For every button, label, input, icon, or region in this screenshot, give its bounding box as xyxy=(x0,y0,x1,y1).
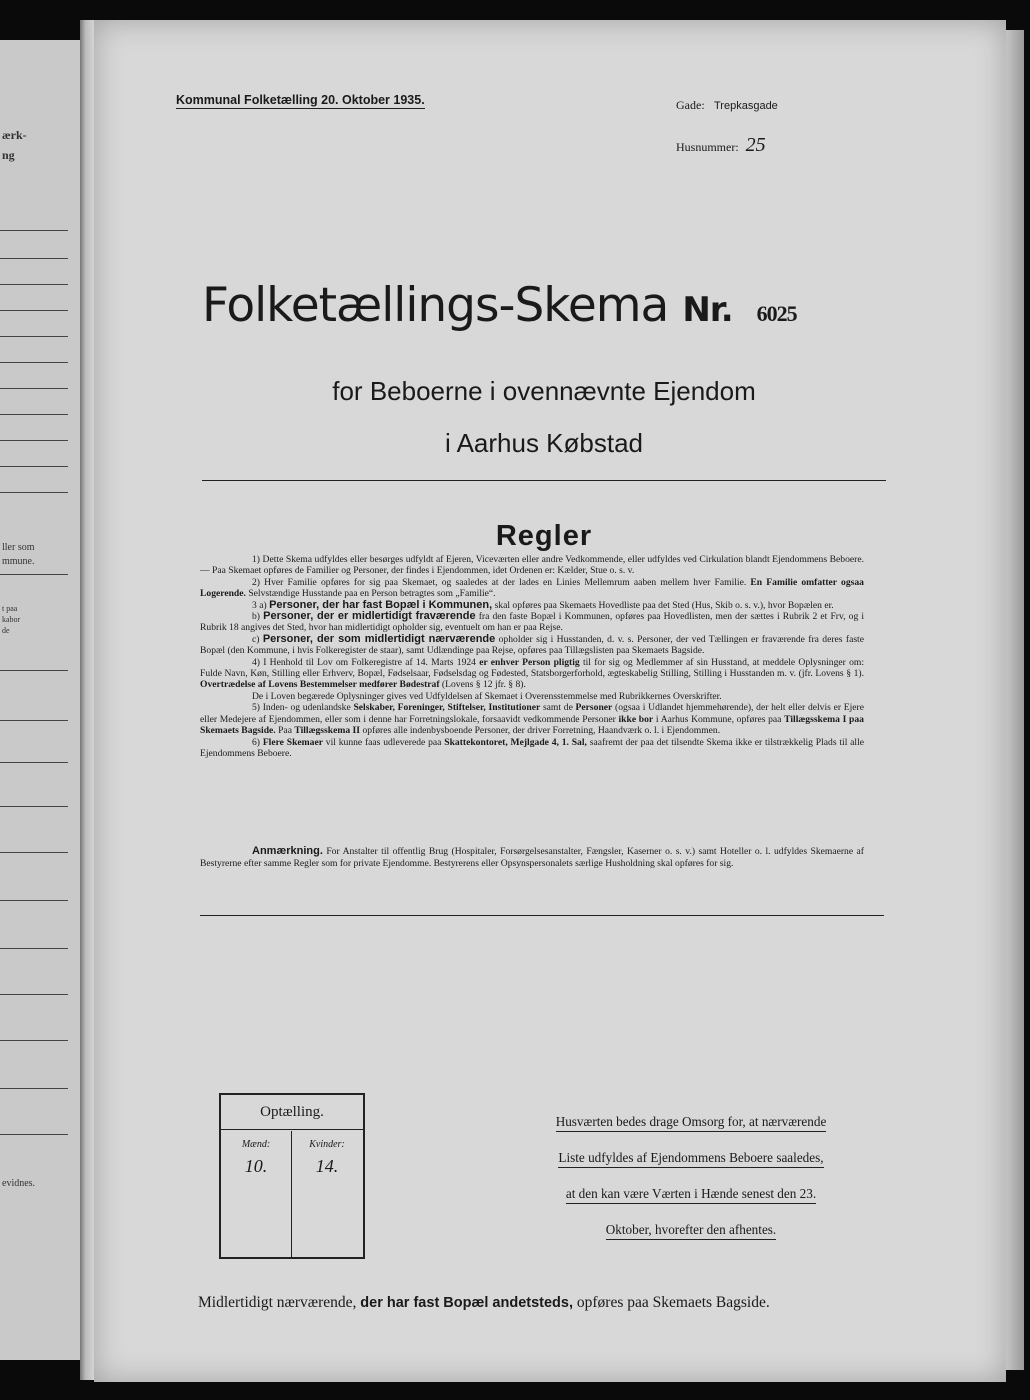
left-page-fragment xyxy=(0,40,82,1360)
title-main: Folketællings-Skema xyxy=(202,278,669,333)
schema-number: 6025 xyxy=(756,301,797,326)
annotation-note xyxy=(200,845,864,870)
rule-3b: b) Personer, der er midlertidigt fraværende fra den faste Bopæl i Kommunen, opføres paa Hovedlisten, men der sættes i Rubrik 2 et Frv, og i Rubrik 18 angives det Sted, hvor han midlertidigt opholder sig, eventuelt om han er paa Rejse. xyxy=(200,610,865,634)
subtitle-1: for Beboerne i ovennævnte Ejendom xyxy=(332,376,756,406)
document-page xyxy=(94,20,1006,1382)
instruction-line: Liste udfyldes af Ejendommens Beboere saaledes, xyxy=(558,1150,823,1168)
women-label: Kvinder: xyxy=(309,1139,345,1150)
count-women-column xyxy=(292,1131,362,1257)
street-label: Gade: xyxy=(676,98,705,112)
rule-4-cont: De i Loven begærede Oplysninger gives ved Udfyldelsen af Skemaet i Overensstemmelse med Rubrikkernes Overskrifter. xyxy=(252,690,722,702)
left-fragment-text: ller som xyxy=(2,542,35,553)
street-value: Trepkasgade xyxy=(714,100,778,112)
footer-pre: Midlertidigt nærværende, xyxy=(198,1294,357,1311)
left-fragment-text: mmune. xyxy=(2,556,35,567)
rules-heading: Regler xyxy=(495,520,593,552)
house-number-value: 25 xyxy=(745,134,766,156)
note-lead: Anmærkning. xyxy=(252,845,323,857)
note-text: For Anstalter til offentlig Brug (Hospitaler, Forsørgelsesanstalter, Fængsler, Kaserner o. s. v.) samt Hoteller o. l. udfyldes Skemaerne af Bestyrerne efter samme Regler som for private Ejendomme. Bestyrerens eller Opsynspersonalets særlige Husholdning skal opføres for sig. xyxy=(200,846,864,869)
left-fragment-text: t paa xyxy=(2,604,18,613)
men-count: 10. xyxy=(244,1156,268,1176)
rules-text xyxy=(200,554,864,759)
rule-1: 1) Dette Skema udfyldes eller besørges udfyldt af Ejeren, Viceværten eller andre Vedkommende, eller udfyldes ved Cirkulation blandt Ejendommens Beboere. — Paa Skemaet opføres de Familier og Personer, der findes i Ejendommen, idet Ordenen er: Kælder, Stue o. s. v. xyxy=(200,554,864,577)
landlord-instructions xyxy=(511,1104,871,1248)
count-heading: Optælling. xyxy=(221,1095,363,1130)
divider-bottom xyxy=(200,915,884,916)
count-box xyxy=(219,1093,365,1259)
count-men-column xyxy=(221,1131,292,1257)
house-number-field xyxy=(676,134,766,157)
page-edge xyxy=(1006,30,1024,1370)
instruction-line: Oktober, hvorefter den afhentes. xyxy=(606,1222,776,1240)
men-label: Mænd: xyxy=(241,1139,271,1150)
instruction-line: Husværten bedes drage Omsorg for, at nærværende xyxy=(556,1114,827,1132)
rule-5: 5) Inden- og udenlandske Selskaber, Foreninger, Stiftelser, Institutioner samt de Personer (ogsaa i Udlandet hjemmehørende), der helt eller delvis er Ejere eller Medejere af Ejendommen, eller som i denne har Forretningslokale, forsaavidt vedkommende Personer ikke bor i Aarhus Kommune, opføres paa Tillægsskema I paa Skemaets Bagside. Paa Tillægsskema II opføres alle indenbysboende Personer, der driver Forretning, Haandværk o. l. i Ejendommen. xyxy=(200,702,864,737)
rule-2: 2) Hver Familie opføres for sig paa Skemaet, og saaledes at der lades en Linies Mellemrum aaben mellem hver Familie. En Familie omfatter ogsaa Logerende. Selvstændige Husstande paa en Person betragtes som „Familie“. xyxy=(200,576,864,600)
rule-6: 6) Flere Skemaer vil kunne faas udleverede paa Skattekontoret, Mejlgade 4, 1. Sal, saafremt der paa det tilsendte Skema ikke er tilstrækkelig Plads til alle Ejendommens Beboere. xyxy=(200,736,865,759)
footer-note xyxy=(198,1294,878,1312)
footer-bold: der har fast Bopæl andetsteds, xyxy=(360,1295,574,1311)
left-fragment-text: de xyxy=(2,626,10,635)
divider-top xyxy=(202,480,886,481)
rule-3a: 3 a) Personer, der har fast Bopæl i Kommunen, skal opføres paa Skemaets Hovedliste paa det Sted (Hus, Skib o. s. v.), hvor Bopælen er. xyxy=(252,598,834,611)
title-nr-label: Nr. xyxy=(682,290,733,330)
book-spine xyxy=(80,20,94,1380)
left-fragment-text: ng xyxy=(2,148,15,162)
footer-post: opføres paa Skemaets Bagside. xyxy=(576,1294,770,1311)
instruction-line: at den kan være Værten i Hænde senest den 23. xyxy=(566,1186,816,1204)
page-title xyxy=(202,278,797,333)
street-field xyxy=(676,98,778,113)
women-count: 14. xyxy=(315,1156,339,1176)
left-fragment-text: evidnes. xyxy=(2,1178,36,1189)
census-header: Kommunal Folketælling 20. Oktober 1935. xyxy=(176,93,425,107)
left-fragment-text: kabor xyxy=(2,615,21,624)
rule-3c: c) Personer, der som midlertidigt nærværende opholder sig i Husstanden, d. v. s. Personer, der ved Tællingen er fraværende fra deres faste Bopæl (den Kommune, i hvis Folkeregister de staar), samt Udlændinge paa Rejse, opføres paa Tillægslisten paa Skemaets Bagside. xyxy=(200,632,864,657)
left-fragment-text: ærk- xyxy=(2,128,27,142)
subtitle-2: i Aarhus Købstad xyxy=(445,428,643,458)
house-number-label: Husnummer: xyxy=(676,140,739,154)
rule-4: 4) I Henhold til Lov om Folkeregistre af 14. Marts 1924 er enhver Person pligtig til for sig og Medlemmer af sin Husstand, at meddele Oplysninger om: Fulde Navn, Køn, Stilling eller Erhverv, Bopæl, Fødselsaar, Fødselsdag og Fødested, Statsborgerforhold, ægteskabelig Stilling, Stilling i Husstanden m. v. (jfr. Lovens § 1). Overtrædelse af Lovens Bestemmelser medfører Bødestraf (Lovens § 12 jfr. § 8). xyxy=(200,656,864,691)
